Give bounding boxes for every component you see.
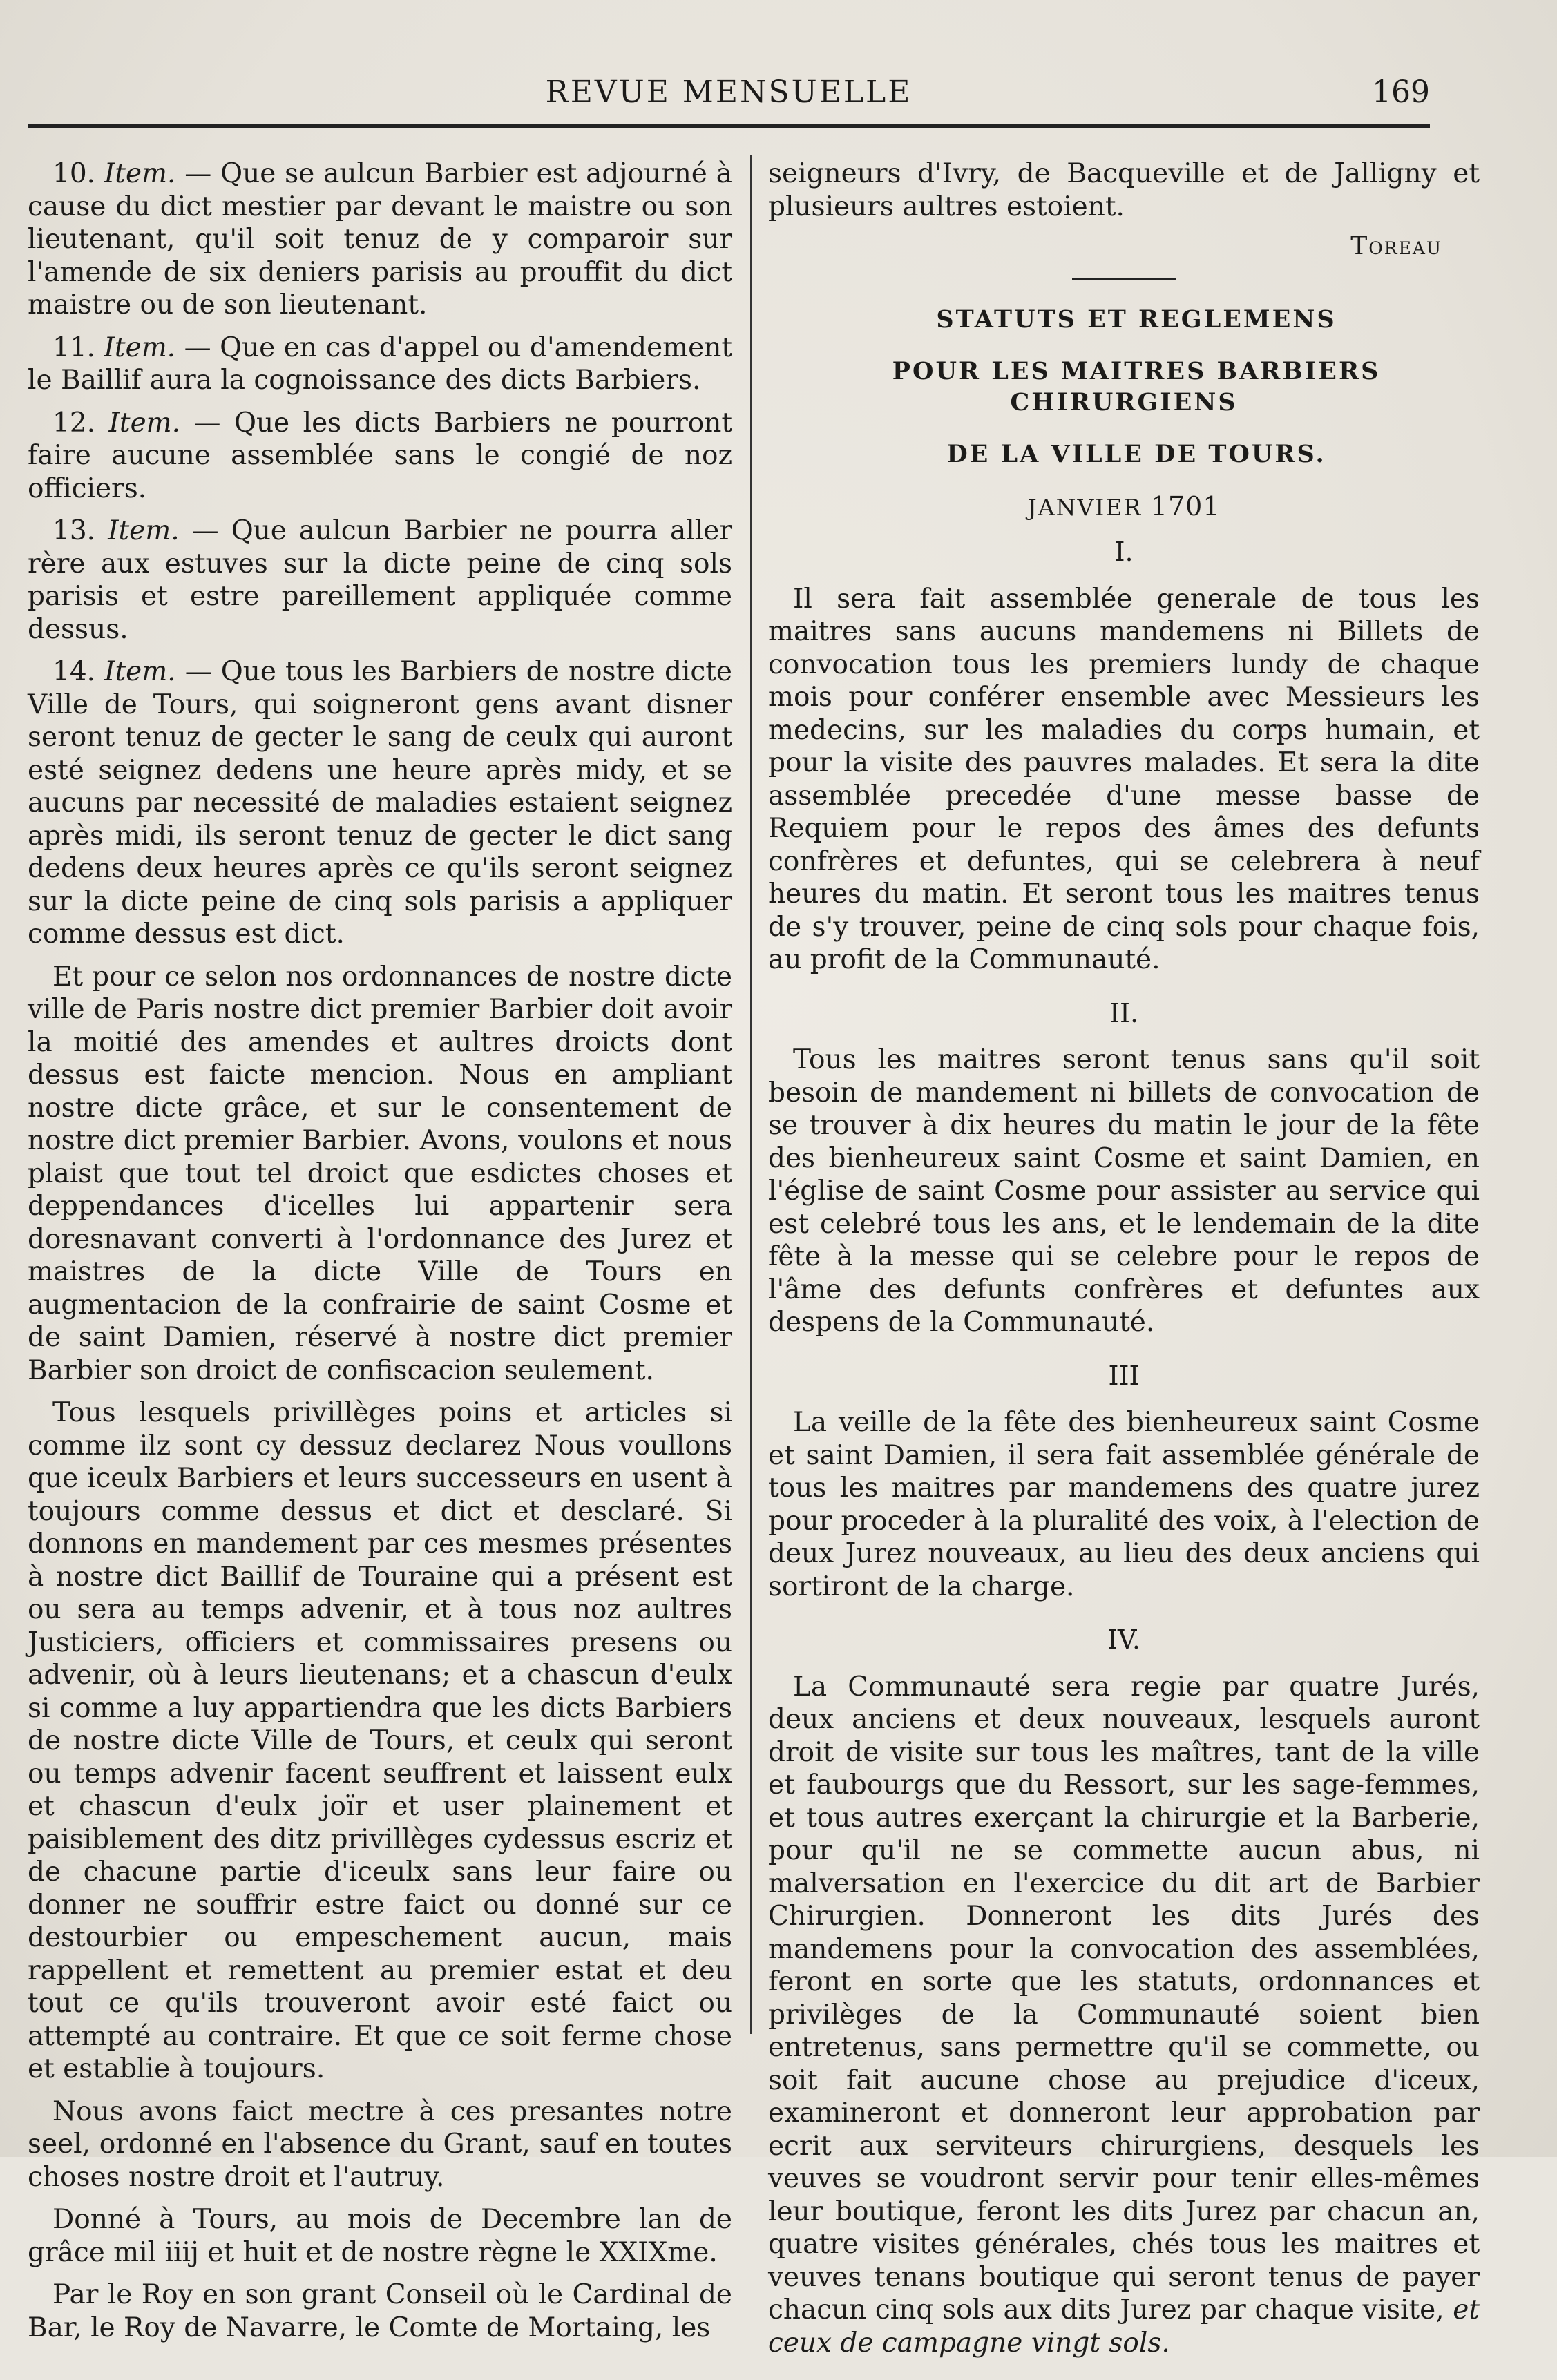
item-paragraph (28, 655, 732, 951)
item-label: Item. (108, 407, 181, 439)
item-text: — Que aulcun Barbier ne pourra aller rère aux estuves sur la dicte peine de cinq sols parisis et estre pareillement appliquée comme dessus. (28, 515, 732, 645)
header-rule (28, 124, 1430, 128)
item-number: 13. (52, 515, 96, 546)
body-paragraph: Nous avons faict mectre à ces presantes notre seel, ordonné en l'absence du Grant, sauf en toutes choses nostre droit et l'autruy. (28, 2095, 732, 2193)
item-label: Item. (108, 515, 180, 546)
item-paragraph (28, 407, 732, 506)
article-date (768, 490, 1480, 524)
item-number: 12. (52, 407, 96, 439)
date-year: 1701 (1150, 490, 1221, 521)
section-text: La veille de la fête des bienheureux saint Cosme et saint Damien, il sera fait assemblée générale de tous les maitres par mandemens des quatre jurez pour proceder à la pluralité des voix, à l'election de deux Jurez nouveaux, au lieu des deux anciens qui sortiront de la charge. (768, 1407, 1480, 1602)
item-number: 10. (52, 158, 96, 189)
article-title-line: STATUTS ET REGLEMENS (936, 305, 1337, 334)
item-text: — Que en cas d'appel ou d'amendement le Baillif aura la cognoissance des dicts Barbiers. (28, 332, 732, 396)
section-text-italic: et ceux de campagne vingt sols. (768, 2294, 1480, 2359)
item-label: Item. (104, 656, 176, 687)
item-label: Item. (104, 332, 176, 363)
page-number: 169 (1372, 75, 1430, 110)
running-title: REVUE MENSUELLE (545, 75, 913, 110)
article-title-line: POUR LES MAITRES BARBIERS CHIRURGIENS (892, 356, 1381, 416)
date-month: JANVIER (1027, 493, 1143, 521)
item-text: — Que tous les Barbiers de nostre dicte Ville de Tours, qui soigneront gens avant disner seront tenuz de gecter le sang de ceulx qui auront esté seignez dedens une heure après midy, et se aucuns par necessité de maladies estaient seignez après midi, ils seront tenuz de gecter le dict sang dedens deux heures après ce qu'ils seront seignez sur la dicte peine de cinq sols parisis a appliquer comme dessus est dict. (28, 656, 732, 950)
item-text: — Que se aulcun Barbier est adjourné à cause du dict mestier par devant le maistre ou son lieutenant, qu'il soit tenuz de y comparoir sur l'amende de six deniers parisis au prouffit du dict maistre ou de son lieutenant. (28, 158, 732, 320)
section-text-group (768, 1671, 1480, 2360)
section-numeral: I. (1114, 537, 1134, 567)
item-number: 14. (52, 656, 96, 687)
section-numeral: II. (1109, 997, 1139, 1028)
section-text: Il sera fait assemblée generale de tous les maitres sans aucuns mandemens ni Billets de convocation tous les premiers lundy de chaque mois pour conférer ensemble avec Messieurs les medecins, sur les maladies du corps humain, et pour la visite des pauvres malades. Et sera la dite assemblée precedée d'une messe basse de Requiem pour le repos des âmes des defunts confrères et defuntes, qui se celebrera à neuf heures du matin. Et seront tous les maitres tenus de s'y trouver, peine de cinq sols pour chaque fois, au profit de la Communauté. (768, 583, 1480, 975)
body-paragraph: Tous lesquels privillèges poins et articles si comme ilz sont cy dessuz declarez Nous voullons que iceulx Barbiers et leurs successeurs en usent à toujours comme dessus et dict et desclaré. Si donnons en mandement par ces mesmes présentes à nostre dict Baillif de Touraine qui a présent est ou sera au temps advenir, et à tous noz aultres Justiciers, officiers et commissaires presens ou advenir, où à leurs lieutenans; et a chascun d'eulx si comme a luy appartiendra que les dicts Barbiers de nostre dicte Ville de Tours, et ceulx qui seront ou temps advenir facent seuffrent et laissent eulx et chascun d'eulx joïr et user plainement et paisiblement des ditz privillèges cydessus escriz et de chacune partie d'iceulx sans leur faire ou donner ne souffrir estre faict ou donné sur ce destourbier ou empeschement aucun, mais rappellent et remettent au premier estat et deu tout ce qu'ils trouveront avoir esté faict ou attempté au contraire. Et que ce soit ferme chose et establie à toujours. (28, 1397, 732, 2084)
signature: Toreau (1350, 232, 1442, 260)
left-column (28, 157, 732, 2354)
item-paragraph (28, 515, 732, 646)
item-text: — Que les dicts Barbiers ne pourront faire aucune assemblée sans le congié de noz officiers. (28, 407, 733, 504)
running-header (28, 75, 1430, 116)
article-title-line: DE LA VILLE DE TOURS. (946, 439, 1326, 468)
body-paragraph: Donné à Tours, au mois de Decembre lan de grâce mil iiij et huit et de nostre règne le XXIXme. (28, 2204, 732, 2268)
separator-rule (1072, 278, 1176, 280)
item-number: 11. (52, 332, 96, 363)
section-text: La Communauté sera regie par quatre Jurés, deux anciens et deux nouveaux, lesquels auront droit de visite sur tous les maîtres, tant de la ville et faubourgs que du Ressort, sur les sage-femmes, et tous autres exerçant la chirurgie et la Barberie, pour qu'il ne se commette aucun abus, ni malversation en l'exercice du dit art de Barbier Chirurgien. Donneront les dits Jurés des mandemens pour la convocation des assemblées, feront en sorte que les statuts, ordonnances et privilèges de la Communauté soient bien entretenus, sans permettre qu'il se commette, ou soit fait aucune chose au prejudice d'iceux, examineront et donneront leur approbation par ecrit aux serviteurs chirurgiens, desquels les veuves se voudront servir pour tenir elles-mêmes leur boutique, feront les dits Jurez par chacun an, quatre visites générales, chés tous les maitres et veuves tenans boutique qui seront tenus de payer chacun cinq sols aux dits Jurez par chaque visite, (768, 1671, 1480, 2325)
item-paragraph (28, 157, 732, 322)
column-divider (750, 155, 752, 2034)
continuation-text: seigneurs d'Ivry, de Bacqueville et de Jalligny et plusieurs aultres estoient. (768, 158, 1480, 222)
section-numeral: III (1108, 1360, 1140, 1391)
body-paragraph: Et pour ce selon nos ordonnances de nostre dicte ville de Paris nostre dict premier Barbier doit avoir la moitié des amendes et aultres droicts dont dessus est faicte mencion. Nous en ampliant nostre dicte grâce, et sur le consentement de nostre dict premier Barbier. Avons, voulons et nous plaist que tout tel droict que esdictes choses et deppendances d'icelles lui appartenir sera doresnavant converti à l'ordonnance des Jurez et maistres de la dicte Ville de Tours en augmentacion de la confrairie de saint Cosme et de saint Damien, réservé à nostre dict premier Barbier son droict de confiscacion seulement. (28, 961, 732, 1386)
right-column (768, 157, 1480, 2380)
section-text: Tous les maitres seront tenus sans qu'il soit besoin de mandement ni billets de convocation de se trouver à dix heures du matin le jour de la fête des bienheureux saint Cosme et saint Damien, en l'église de saint Cosme pour assister au service qui est celebré tous les ans, et le lendemain de la dite fête à la messe qui se celebre pour le repos de l'âme des defunts confrères et defuntes aux despens de la Communauté. (768, 1044, 1480, 1338)
section-numeral: IV. (1107, 1624, 1140, 1655)
item-label: Item. (104, 158, 176, 189)
body-paragraph: Par le Roy en son grant Conseil où le Cardinal de Bar, le Roy de Navarre, le Comte de Mortaing, les (28, 2279, 732, 2343)
item-paragraph (28, 332, 732, 397)
